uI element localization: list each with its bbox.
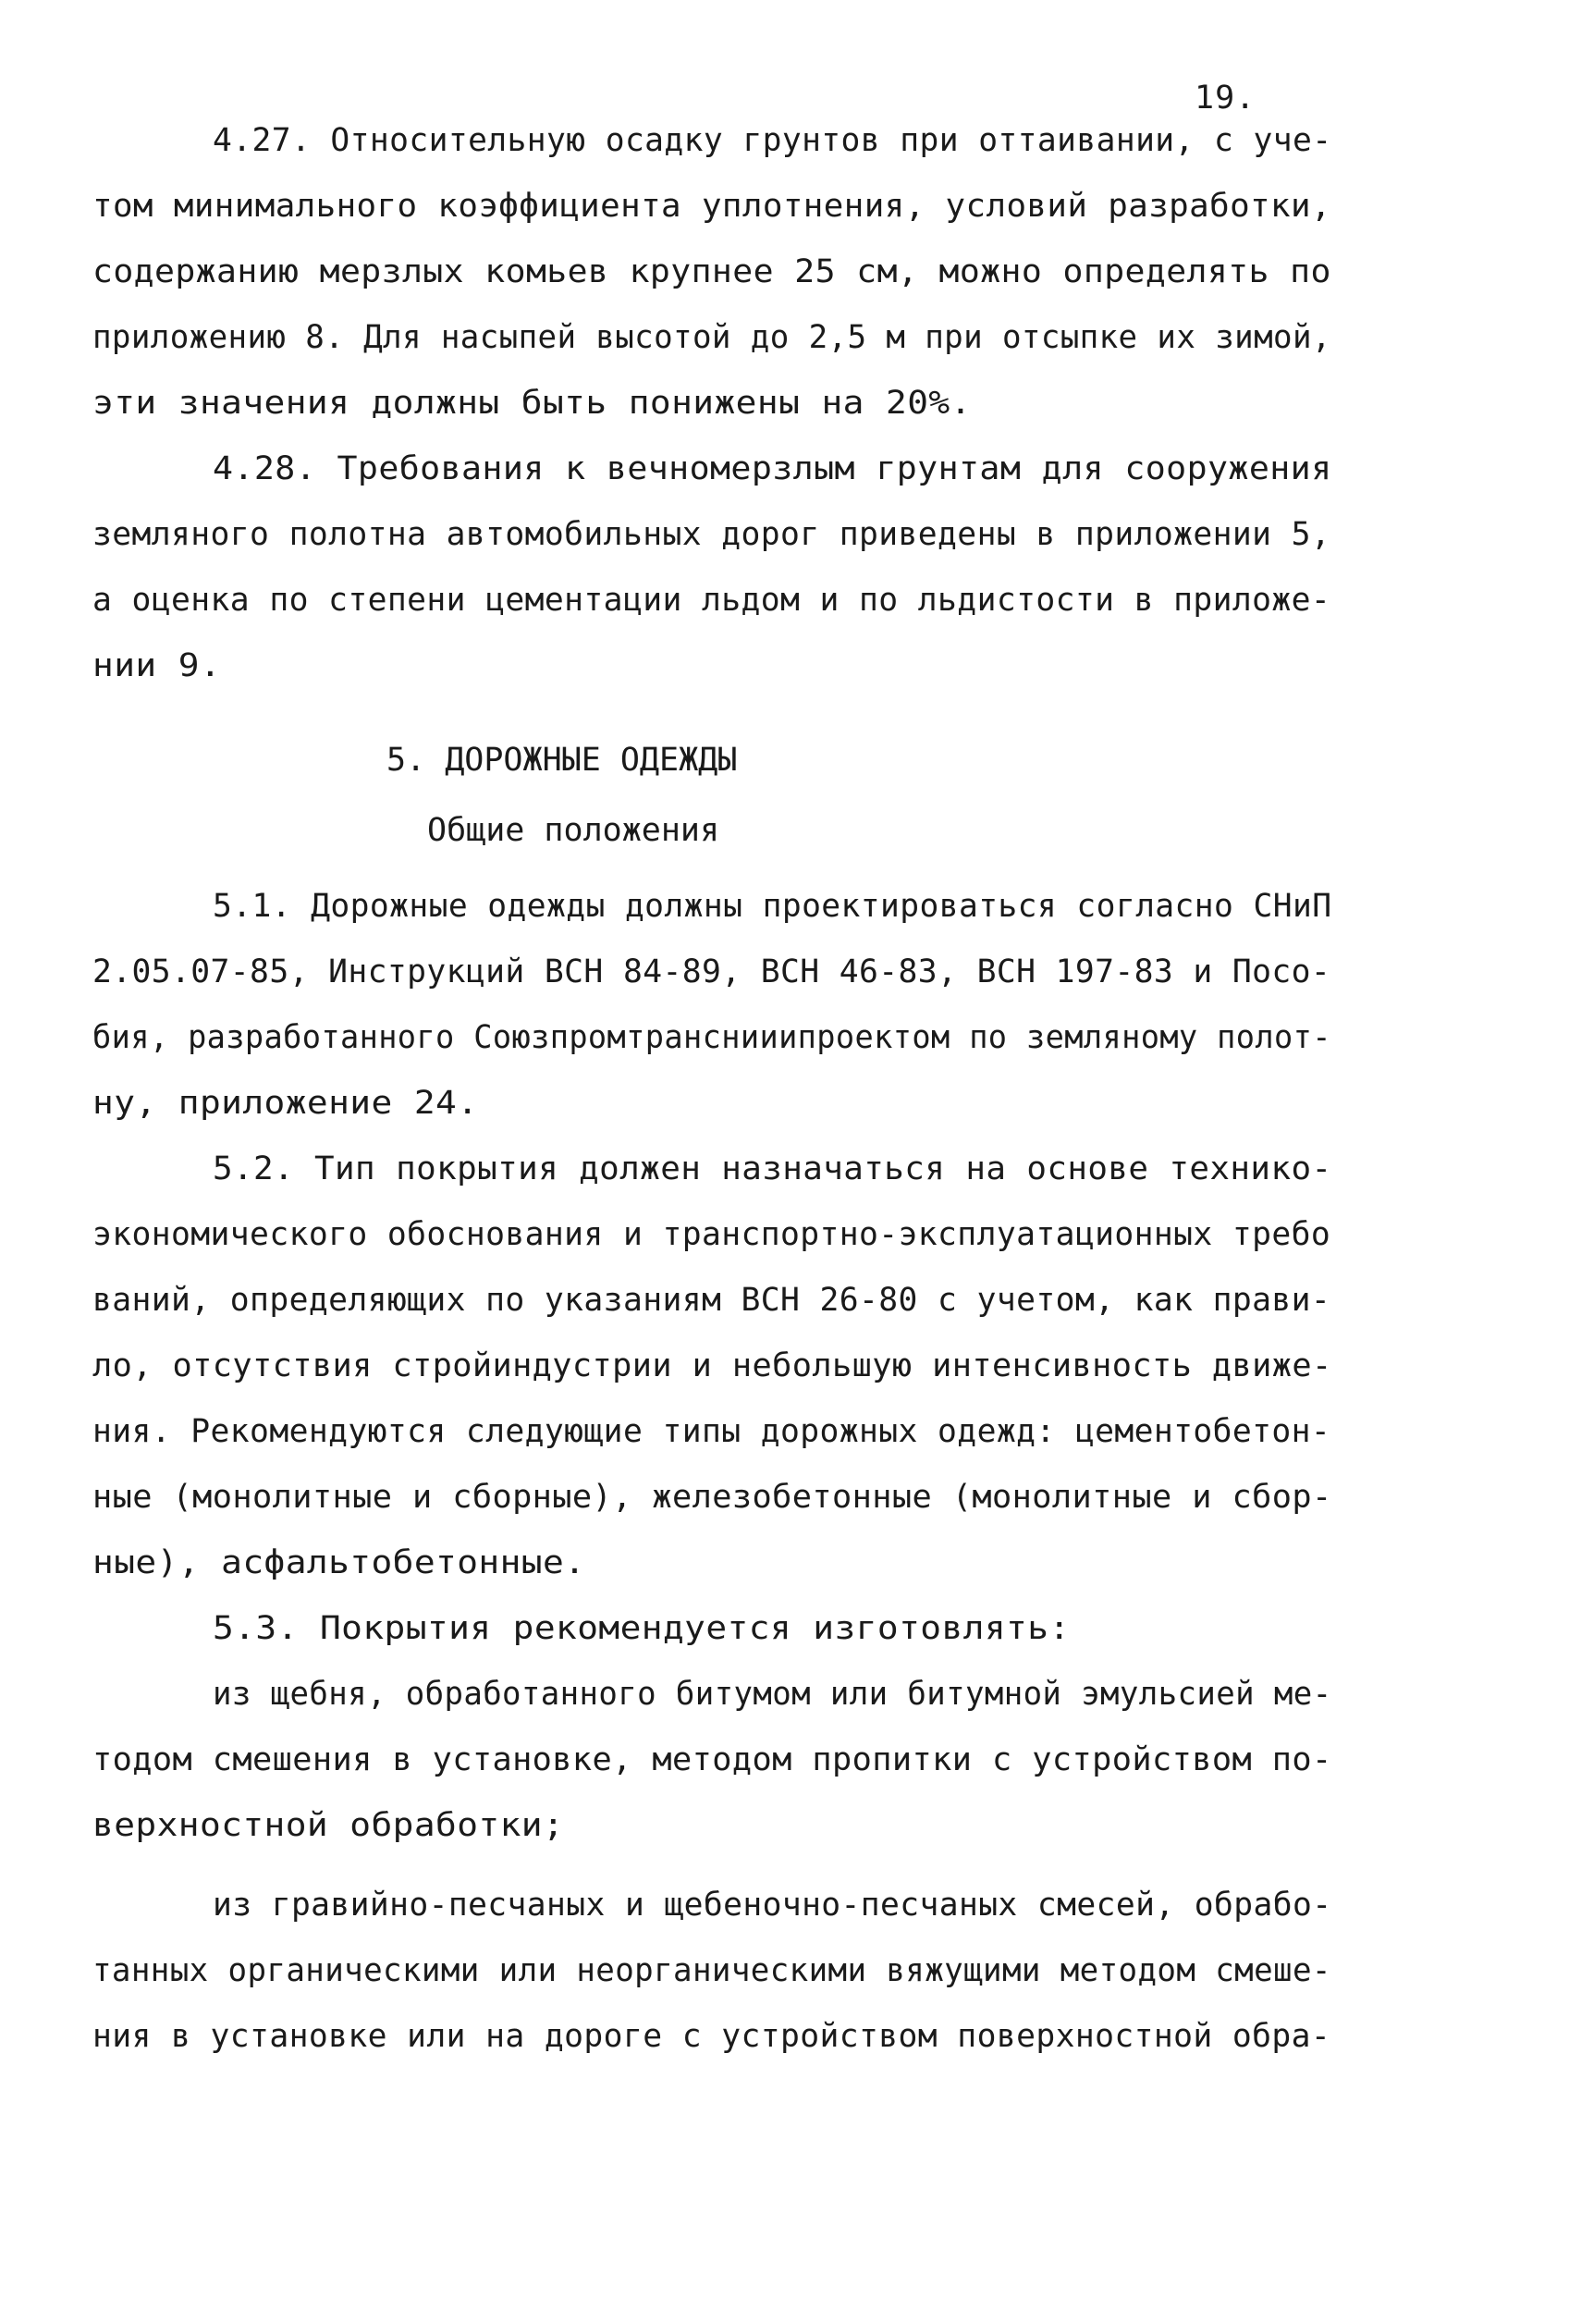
paragraph-line: танных органическими или неорганическими вяжущими методом смеше-: [92, 1952, 1331, 1989]
paragraph-line: 4.27. Относительную осадку грунтов при оттаивании, с уче-: [213, 122, 1332, 159]
paragraph-line: из гравийно-песчаных и щебеночно-песчаных смесей, обрабо-: [213, 1887, 1332, 1924]
paragraph-line: ло, отсутствия стройиндустрии и небольшую интенсивность движе-: [92, 1347, 1332, 1384]
paragraph-line: ния в установке или на дороге с устройством поверхностной обра-: [92, 2018, 1331, 2055]
paragraph-line: том минимального коэффициента уплотнения, условий разработки,: [92, 188, 1331, 225]
paragraph-line: 4.28. Требования к вечномерзлым грунтам для сооружения: [213, 450, 1332, 487]
paragraph-line: ные), асфальтобетонные.: [92, 1544, 586, 1581]
section-subtitle: Общие положения: [427, 812, 720, 849]
paragraph-line: содержанию мерзлых комьев крупнее 25 см, можно определять по: [92, 253, 1331, 290]
page-number: 19.: [1195, 80, 1256, 117]
paragraph-line: приложению 8. Для насыпей высотой до 2,5 м при отсыпке их зимой,: [92, 319, 1331, 356]
paragraph-line: тодом смешения в установке, методом пропитки с устройством по-: [92, 1741, 1332, 1778]
paragraph-line: ные (монолитные и сборные), железобетонные (монолитные и сбор-: [92, 1479, 1332, 1516]
paragraph-line: ния. Рекомендуются следующие типы дорожных одежд: цементобетон-: [92, 1413, 1331, 1450]
paragraph-line: 2.05.07-85, Инструкций ВСН 84-89, ВСН 46-83, ВСН 197-83 и Посо-: [92, 953, 1331, 990]
paragraph-line: 5.2. Тип покрытия должен назначаться на основе технико-: [213, 1150, 1332, 1187]
section-title: 5. ДОРОЖНЫЕ ОДЕЖДЫ: [386, 742, 738, 779]
paragraph-line: эти значения должны быть понижены на 20%.: [92, 385, 972, 422]
paragraph-line: ну, приложение 24.: [92, 1085, 479, 1122]
paragraph-line: нии 9.: [92, 647, 222, 684]
paragraph-line: земляного полотна автомобильных дорог приведены в приложении 5,: [92, 516, 1331, 553]
paragraph-line: 5.3. Покрытия рекомендуется изготовлять:: [213, 1610, 1071, 1647]
paragraph-line: экономического обоснования и транспортно-эксплуатационных требо: [92, 1216, 1331, 1253]
paragraph-line: ваний, определяющих по указаниям ВСН 26-80 с учетом, как прави-: [92, 1282, 1331, 1319]
paragraph-line: 5.1. Дорожные одежды должны проектироваться согласно СНиП: [213, 888, 1332, 925]
paragraph-line: а оценка по степени цементации льдом и по льдистости в приложе-: [92, 582, 1331, 619]
paragraph-line: бия, разработанного Союзпромтранснииипроектом по земляному полот-: [92, 1019, 1331, 1056]
paragraph-line: верхностной обработки;: [92, 1807, 565, 1844]
paragraph-line: из щебня, обработанного битумом или битумной эмульсией ме-: [213, 1676, 1332, 1713]
